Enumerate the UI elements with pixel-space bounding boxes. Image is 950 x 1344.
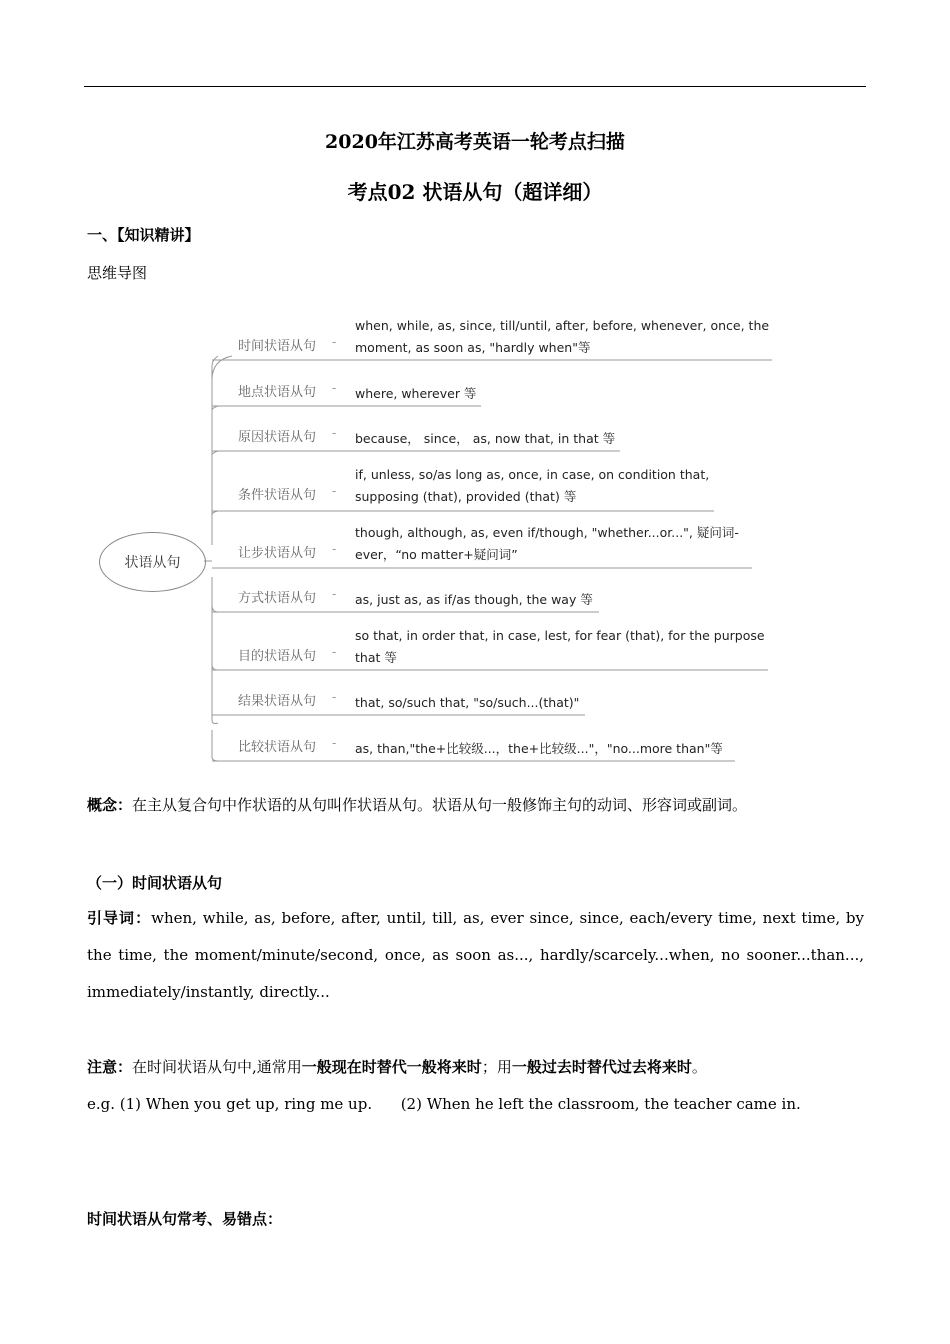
branch-line: supposing (that), provided (that) 等	[355, 489, 577, 504]
mindmap-branch-label: 原因状语从句	[238, 430, 317, 445]
mindmap-branch-dash: -	[332, 736, 337, 750]
branch-line: as, just as, as if/as though, the way 等	[355, 592, 593, 607]
note-paragraph: 注意：在时间状语从句中,通常用一般现在时替代一般将来时；用一般过去时替代过去将来时。	[87, 1058, 707, 1076]
concept-paragraph	[87, 787, 864, 824]
branch-line: ever，“no matter+疑问词”	[355, 547, 518, 562]
mindmap-branch-text	[355, 428, 615, 450]
mindmap-branch-dash: -	[332, 542, 337, 556]
branch-line: though, although, as, even if/though, "whether...or...", 疑问词-	[355, 525, 739, 540]
mindmap-branch-label: 方式状语从句	[238, 591, 317, 606]
mindmap-branch-label: 结果状语从句	[238, 694, 317, 709]
mindmap-branch-dash: -	[332, 426, 337, 440]
mindmap-branch-label: 时间状语从句	[238, 339, 317, 354]
mindmap-branch-dash: -	[332, 645, 337, 659]
page-title: 2020年江苏高考英语一轮考点扫描	[325, 131, 625, 153]
mindmap-branch-text	[355, 315, 769, 359]
branch-line: if, unless, so/as long as, once, in case, on condition that,	[355, 467, 710, 482]
mindmap-branch-dash: -	[332, 381, 337, 395]
mindmap-branch-text	[355, 464, 709, 508]
branch-line: because， since， as, now that, in that 等	[355, 431, 616, 446]
mindmap-branch-dash: -	[332, 690, 337, 704]
mindmap-branch-text	[355, 522, 739, 566]
mindmap-branch-label: 目的状语从句	[238, 649, 317, 664]
mindmap-center-node: 状语从句	[99, 532, 206, 592]
mindmap-branch-text	[355, 625, 765, 669]
concept-text: 在主从复合句中作状语的从句叫作状语从句。状语从句一般修饰主句的动词、形容词或副词。	[132, 796, 748, 814]
note-label: 注意：	[87, 1058, 133, 1076]
mindmap-branch-text	[355, 692, 579, 714]
mindmap-branch-dash: -	[332, 484, 337, 498]
branch-line: that, so/such that, "so/such...(that)"	[355, 695, 580, 710]
bottom-heading: 时间状语从句常考、易错点：	[87, 1210, 283, 1228]
concept-label: 概念：	[87, 796, 133, 814]
branch-line: moment, as soon as, "hardly when"等	[355, 340, 591, 355]
subsection-heading: （一）时间状语从句	[87, 874, 223, 892]
intro-text: when, while, as, before, after, until, till, as, ever since, since, each/every time, next time, by the time, the moment/minute/second, once, as soon as..., hardly/scarcely...when, no sooner...than..., immediately/instantly, directly...	[87, 909, 864, 1001]
intro-label: 引导词：	[87, 909, 152, 927]
branch-line: where, wherever 等	[355, 386, 477, 401]
mindmap-branch-dash: -	[332, 335, 337, 349]
example-line: e.g. (1) When you get up, ring me up. (2) When he left the classroom, the teacher came in.	[87, 1095, 801, 1113]
branch-line: that 等	[355, 650, 397, 665]
branch-line: so that, in order that, in case, lest, for fear (that), for the purpose	[355, 628, 765, 643]
section-heading: 一、【知识精讲】	[87, 226, 200, 244]
mindmap-branch-label: 条件状语从句	[238, 488, 317, 503]
branch-line: as, than,"the+比较级...，the+比较级..."，"no...more than"等	[355, 741, 723, 756]
page-subtitle: 考点02 状语从句（超详细）	[347, 180, 603, 204]
mindmap-branch-label: 比较状语从句	[238, 740, 317, 755]
branch-line: when, while, as, since, till/until, after, before, whenever, once, the	[355, 318, 770, 333]
mindmap-branch-text	[355, 738, 723, 760]
mindmap-heading: 思维导图	[87, 264, 148, 282]
mindmap-branch-label: 地点状语从句	[238, 385, 317, 400]
intro-paragraph	[87, 900, 864, 1011]
mindmap-branch-text	[355, 383, 476, 405]
mindmap-branch-label: 让步状语从句	[238, 546, 317, 561]
mindmap-branch-text	[355, 589, 593, 611]
mindmap-branch-dash: -	[332, 587, 337, 601]
